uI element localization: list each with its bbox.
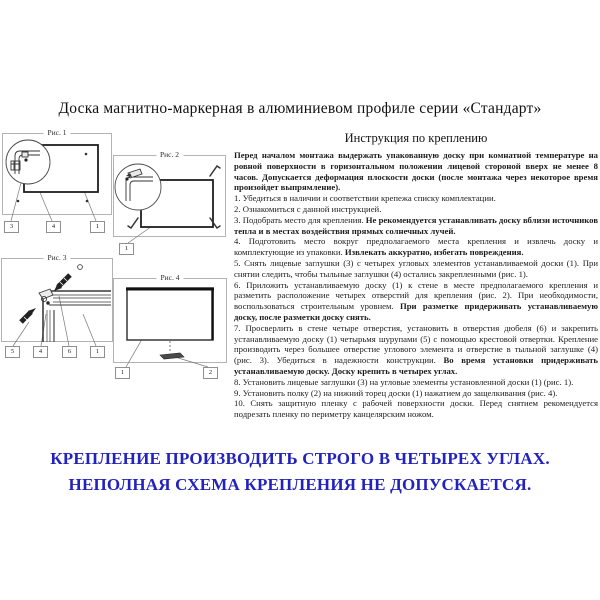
instruction-item: 5. Снять лицевые заглушки (3) с четырех угловых элементов устанавливаемой доски (1). При снятии следить, чтобы тыльные заглушки (4) остались закрепленными (рис. 1). [234, 257, 598, 279]
figure-4 [113, 273, 227, 380]
screw-icon [54, 265, 82, 291]
callout-box: 4 [33, 346, 48, 358]
callout-box: 6 [62, 346, 77, 358]
figure-1-legend: Рис. 1 [43, 128, 70, 137]
profile-corner-icon [39, 289, 111, 342]
instruction-item: 2. Ознакомиться с данной инструкцией. [234, 203, 382, 214]
callout-box: 1 [119, 243, 134, 255]
callout-box: 3 [4, 221, 19, 233]
instructions-list [234, 150, 598, 420]
instruction-item: 1. Убедиться в наличии и соответствии крепежа списку комплектации. [234, 193, 496, 204]
instruction-item: 9. Установить полку (2) на нижний торец доски (1) нажатием до защелкивания (рис. 4). [234, 387, 558, 398]
instructions-panel [234, 131, 598, 420]
callout-box: 5 [5, 346, 20, 358]
figure-1 [2, 128, 112, 233]
figure-4-legend: Рис. 4 [156, 273, 183, 282]
figure-2-diagram [113, 155, 226, 255]
callout-box: 2 [203, 367, 218, 379]
instruction-item: 6. Приложить устанавливаемую доску (1) к стене в месте предполагаемого крепления и разметить расположение четырех отверстий для крепления (рис. 2). При необходимости, воспользоваться строительным уровнем. При разметке придерживать устанавливаемую доску, после разметки доску снять. [234, 279, 598, 322]
figure-1-diagram [2, 133, 112, 233]
instruction-item: 10. Снять защитную пленку с рабочей поверхности доски. Перед снятием рекомендуется подрезать пленку по периметру канцелярским ножом. [234, 398, 598, 420]
callout-box: 1 [90, 221, 105, 233]
board-outline [127, 288, 213, 340]
shelf-icon [160, 353, 184, 359]
figure-3-diagram [1, 258, 113, 360]
figure-3-legend: Рис. 3 [43, 253, 70, 262]
callout-box: 1 [115, 367, 130, 379]
instruction-item: Перед началом монтажа выдержать упакованную доску при комнатной температуре на ровной поверхности в горизонтальном положении лицевой стороной вверх не менее 8 часов. Допускается деформация плоскости доски (после монтажа через некоторое время произойдет выпрямление). [234, 150, 598, 193]
instruction-item: 4. Подготовить место вокруг предполагаемого места крепления и извлечь доску и комплектующие из упаковки. Извлекать аккуратно, избегать повреждения. [234, 236, 598, 258]
page-title: Доска магнитно-маркерная в алюминиевом профиле серии «Стандарт» [58, 100, 542, 117]
instruction-item: 7. Просверлить в стене четыре отверстия, установить в отверстия дюбеля (6) и закрепить устанавливаемую доску (1) четырьмя шурупами (5) с помощью крестовой отвертки. Крепление производить через большее отверстие углового элемента и отверстие в тыльной заглушке (4) (рис. 3). Убедиться в надежности конструкции. Во время установки придерживать устанавливаемую доску. Доску крепить в четырех углах. [234, 322, 598, 376]
instructions-heading: Инструкция по креплению [344, 131, 488, 145]
magnifier-circle-icon [6, 140, 50, 184]
figure-2-legend: Рис. 2 [156, 150, 183, 159]
figure-frame [2, 259, 113, 342]
warning-text [0, 446, 600, 498]
screw-icon [21, 308, 36, 322]
warning-line-2: НЕПОЛНАЯ СХЕМА КРЕПЛЕНИЯ НЕ ДОПУСКАЕТСЯ. [68, 475, 532, 494]
figure-3 [1, 253, 113, 360]
callout-box: 1 [90, 346, 105, 358]
figure-2 [113, 150, 226, 255]
warning-line-1: КРЕПЛЕНИЕ ПРОИЗВОДИТЬ СТРОГО В ЧЕТЫРЕХ УГЛАХ. [50, 449, 550, 468]
instruction-item: 3. Подобрать место для крепления. Не рекомендуется устанавливать доску вблизи источников тепла и в местах воздействия прямых солнечных лучей. [234, 214, 599, 236]
figure-4-diagram [113, 278, 227, 380]
callout-box: 4 [46, 221, 61, 233]
instruction-item: 8. Установить лицевые заглушки (3) на угловые элементы установленной доски (1) (рис. 1). [234, 376, 574, 387]
